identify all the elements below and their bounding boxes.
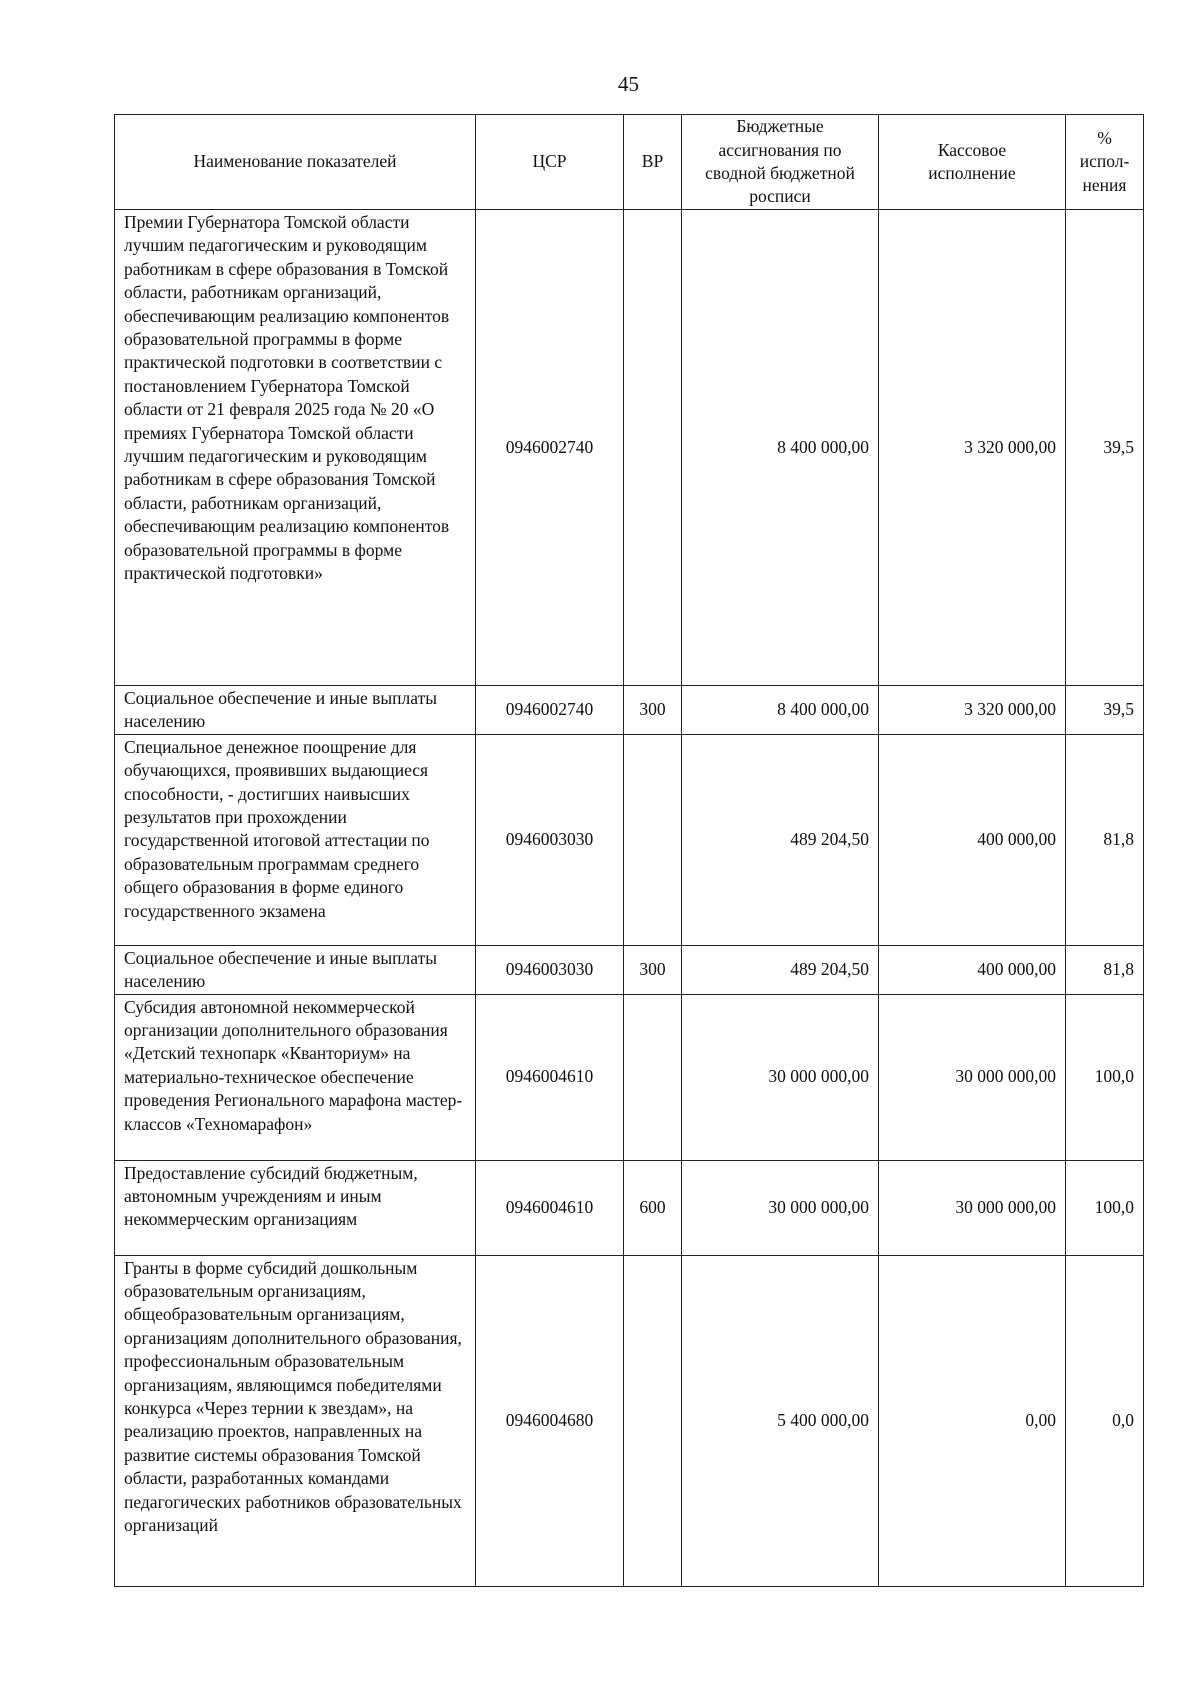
row-percent: 0,0 bbox=[1066, 1255, 1144, 1586]
row-vr: 600 bbox=[624, 1160, 682, 1255]
row-cash: 30 000 000,00 bbox=[879, 1160, 1066, 1255]
table-row bbox=[115, 945, 1144, 994]
table-row bbox=[115, 1255, 1144, 1586]
row-budget: 489 204,50 bbox=[682, 734, 879, 945]
row-csr: 0946004610 bbox=[476, 1160, 624, 1255]
row-budget: 8 400 000,00 bbox=[682, 210, 879, 686]
row-cash: 30 000 000,00 bbox=[879, 994, 1066, 1160]
row-vr: 300 bbox=[624, 945, 682, 994]
row-csr: 0946002740 bbox=[476, 210, 624, 686]
header-name: Наименование показателей bbox=[115, 115, 476, 210]
row-name: Предоставление субсидий бюджетным, автономным учреждениям и иным некоммерческим организациям bbox=[115, 1160, 476, 1255]
table-row bbox=[115, 1160, 1144, 1255]
table-row bbox=[115, 734, 1144, 945]
row-percent: 81,8 bbox=[1066, 945, 1144, 994]
header-vr: ВР bbox=[624, 115, 682, 210]
row-percent: 39,5 bbox=[1066, 686, 1144, 735]
row-vr: 300 bbox=[624, 686, 682, 735]
row-name: Гранты в форме субсидий дошкольным образовательным организациям, общеобразовательным организациям, организациям дополнительного образования, профессиональным образовательным организациям, являющимся победителями конкурса «Через тернии к звездам», на реализацию проектов, направленных на развитие системы образования Томской области, разработанных командами педагогических работников образовательных организаций bbox=[115, 1255, 476, 1586]
table-header-row bbox=[115, 115, 1144, 210]
row-budget: 5 400 000,00 bbox=[682, 1255, 879, 1586]
row-vr bbox=[624, 210, 682, 686]
row-csr: 0946004680 bbox=[476, 1255, 624, 1586]
row-cash: 3 320 000,00 bbox=[879, 686, 1066, 735]
row-name: Социальное обеспечение и иные выплаты населению bbox=[115, 945, 476, 994]
row-budget: 8 400 000,00 bbox=[682, 686, 879, 735]
row-percent: 81,8 bbox=[1066, 734, 1144, 945]
table-row bbox=[115, 210, 1144, 686]
row-vr bbox=[624, 734, 682, 945]
row-name: Субсидия автономной некоммерческой организации дополнительного образования «Детский технопарк «Кванториум» на материально-техническое обеспечение проведения Регионального марафона мастер-классов «Техномарафон» bbox=[115, 994, 476, 1160]
row-vr bbox=[624, 994, 682, 1160]
row-budget: 30 000 000,00 bbox=[682, 1160, 879, 1255]
header-cash: Кассовое исполнение bbox=[879, 115, 1066, 210]
row-name: Премии Губернатора Томской области лучшим педагогическим и руководящим работникам в сфере образования в Томской области, работникам организаций, обеспечивающим реализацию компонентов образовательной программы в форме практической подготовки в соответствии с постановлением Губернатора Томской области от 21 февраля 2025 года № 20 «О премиях Губернатора Томской области лучшим педагогическим и руководящим работникам в сфере образования Томской области, работникам организаций, обеспечивающим реализацию компонентов образовательной программы в форме практической подготовки» bbox=[115, 210, 476, 686]
row-name: Специальное денежное поощрение для обучающихся, проявивших выдающиеся способности, - достигших наивысших результатов при прохождении государственной итоговой аттестации по образовательным программам среднего общего образования в форме единого государственного экзамена bbox=[115, 734, 476, 945]
row-budget: 489 204,50 bbox=[682, 945, 879, 994]
row-csr: 0946003030 bbox=[476, 945, 624, 994]
row-name: Социальное обеспечение и иные выплаты населению bbox=[115, 686, 476, 735]
row-percent: 100,0 bbox=[1066, 994, 1144, 1160]
row-csr: 0946004610 bbox=[476, 994, 624, 1160]
header-budget: Бюджетные ассигнования по сводной бюджетной росписи bbox=[682, 115, 879, 210]
row-vr bbox=[624, 1255, 682, 1586]
row-percent: 39,5 bbox=[1066, 210, 1144, 686]
page-number: 45 bbox=[618, 72, 639, 96]
row-cash: 0,00 bbox=[879, 1255, 1066, 1586]
row-percent: 100,0 bbox=[1066, 1160, 1144, 1255]
row-cash: 400 000,00 bbox=[879, 945, 1066, 994]
row-cash: 400 000,00 bbox=[879, 734, 1066, 945]
table-row bbox=[115, 994, 1144, 1160]
header-percent: % испол-нения bbox=[1066, 115, 1144, 210]
header-csr: ЦСР bbox=[476, 115, 624, 210]
row-budget: 30 000 000,00 bbox=[682, 994, 879, 1160]
budget-table bbox=[114, 114, 1144, 1587]
row-csr: 0946002740 bbox=[476, 686, 624, 735]
row-csr: 0946003030 bbox=[476, 734, 624, 945]
row-cash: 3 320 000,00 bbox=[879, 210, 1066, 686]
table-row bbox=[115, 686, 1144, 735]
